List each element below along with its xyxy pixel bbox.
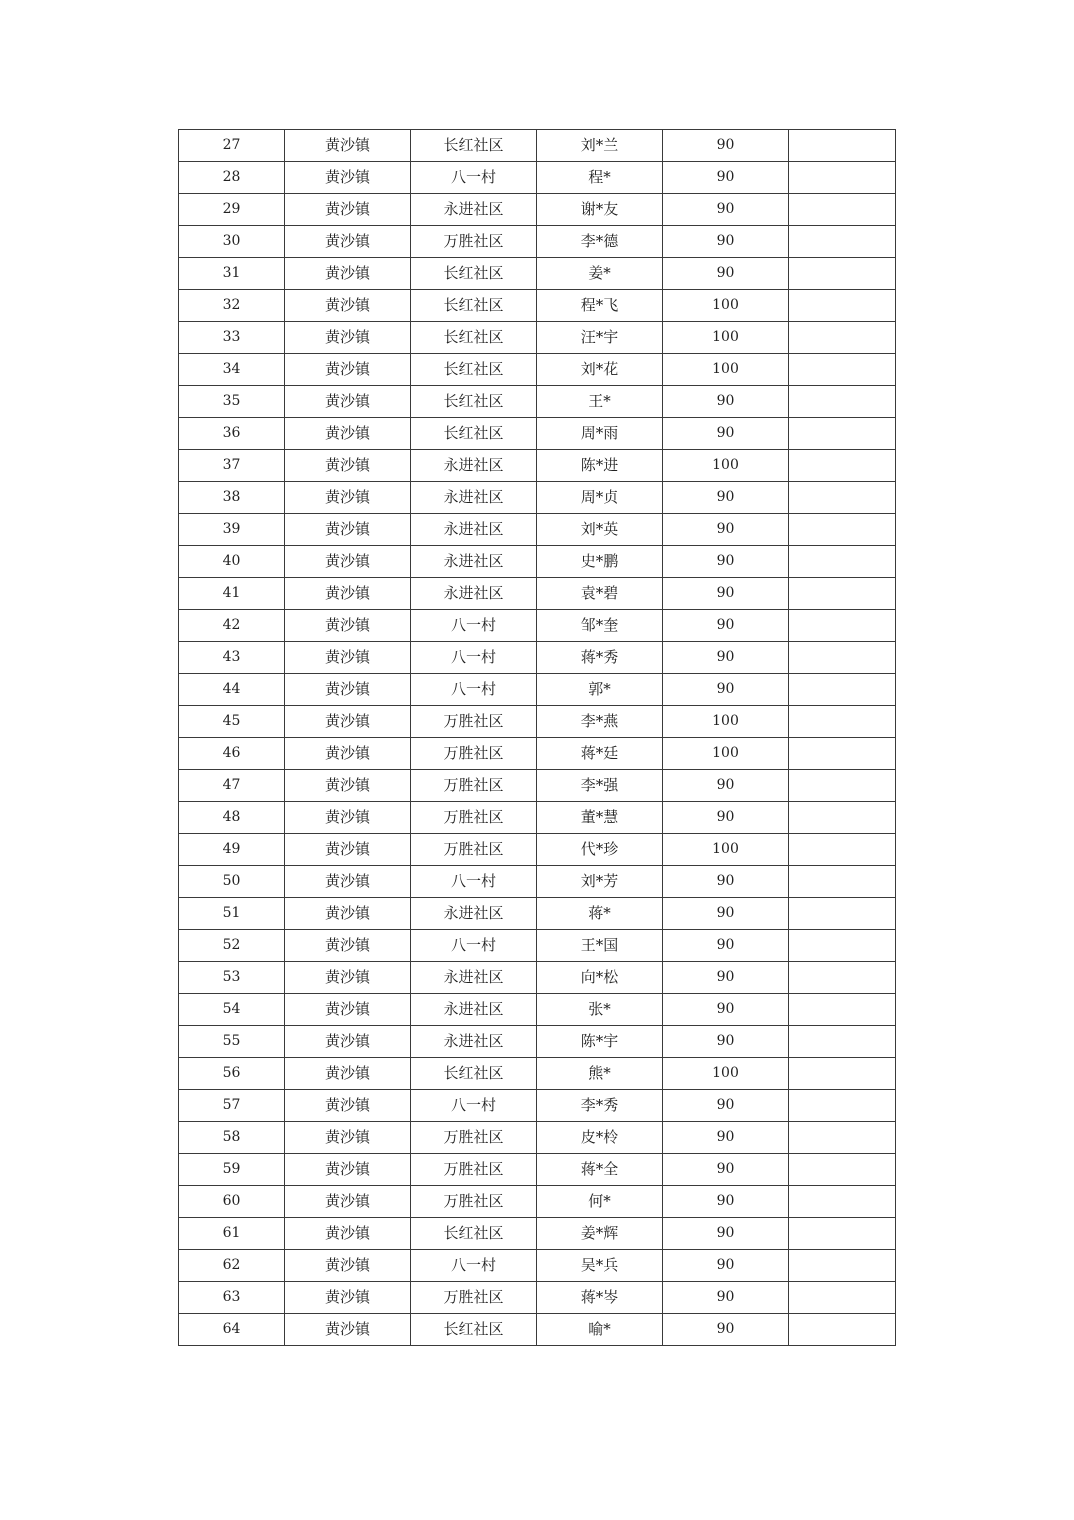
table-row (179, 162, 896, 194)
town-cell: 黄沙镇 (285, 1026, 411, 1058)
name-cell: 程* (537, 162, 663, 194)
community-cell: 长红社区 (411, 418, 537, 450)
table-row (179, 994, 896, 1026)
table-row (179, 1218, 896, 1250)
name-cell: 谢*友 (537, 194, 663, 226)
score-cell: 90 (663, 674, 789, 706)
community-cell: 八一村 (411, 866, 537, 898)
name-cell: 熊* (537, 1058, 663, 1090)
table-row (179, 1282, 896, 1314)
town-cell: 黄沙镇 (285, 1250, 411, 1282)
note-cell (789, 610, 896, 642)
note-cell (789, 354, 896, 386)
note-cell (789, 226, 896, 258)
table-row (179, 130, 896, 162)
community-cell: 八一村 (411, 642, 537, 674)
note-cell (789, 514, 896, 546)
row-number-cell: 60 (179, 1186, 285, 1218)
row-number-cell: 50 (179, 866, 285, 898)
score-cell: 90 (663, 1314, 789, 1346)
note-cell (789, 130, 896, 162)
row-number-cell: 53 (179, 962, 285, 994)
note-cell (789, 1090, 896, 1122)
row-number-cell: 44 (179, 674, 285, 706)
name-cell: 董*慧 (537, 802, 663, 834)
note-cell (789, 834, 896, 866)
town-cell: 黄沙镇 (285, 834, 411, 866)
row-number-cell: 57 (179, 1090, 285, 1122)
score-cell: 90 (663, 194, 789, 226)
town-cell: 黄沙镇 (285, 354, 411, 386)
town-cell: 黄沙镇 (285, 1186, 411, 1218)
name-cell: 李*秀 (537, 1090, 663, 1122)
row-number-cell: 33 (179, 322, 285, 354)
table-row (179, 1026, 896, 1058)
table-row (179, 1122, 896, 1154)
row-number-cell: 58 (179, 1122, 285, 1154)
name-cell: 代*珍 (537, 834, 663, 866)
table-row (179, 418, 896, 450)
row-number-cell: 42 (179, 610, 285, 642)
name-cell: 喻* (537, 1314, 663, 1346)
community-cell: 长红社区 (411, 322, 537, 354)
town-cell: 黄沙镇 (285, 130, 411, 162)
note-cell (789, 1250, 896, 1282)
table-row (179, 1250, 896, 1282)
community-cell: 长红社区 (411, 1218, 537, 1250)
name-cell: 周*贞 (537, 482, 663, 514)
score-cell: 90 (663, 258, 789, 290)
row-number-cell: 28 (179, 162, 285, 194)
community-cell: 永进社区 (411, 962, 537, 994)
table-row (179, 1058, 896, 1090)
table-row (179, 930, 896, 962)
table-row (179, 866, 896, 898)
row-number-cell: 43 (179, 642, 285, 674)
row-number-cell: 36 (179, 418, 285, 450)
score-cell: 90 (663, 930, 789, 962)
score-cell: 100 (663, 322, 789, 354)
town-cell: 黄沙镇 (285, 962, 411, 994)
note-cell (789, 258, 896, 290)
score-cell: 90 (663, 1250, 789, 1282)
table-row (179, 674, 896, 706)
note-cell (789, 1314, 896, 1346)
note-cell (789, 770, 896, 802)
town-cell: 黄沙镇 (285, 866, 411, 898)
table-row (179, 226, 896, 258)
row-number-cell: 62 (179, 1250, 285, 1282)
note-cell (789, 738, 896, 770)
name-cell: 郭* (537, 674, 663, 706)
community-cell: 万胜社区 (411, 1186, 537, 1218)
community-cell: 永进社区 (411, 514, 537, 546)
note-cell (789, 450, 896, 482)
score-cell: 90 (663, 546, 789, 578)
score-cell: 100 (663, 706, 789, 738)
town-cell: 黄沙镇 (285, 514, 411, 546)
row-number-cell: 51 (179, 898, 285, 930)
community-cell: 长红社区 (411, 354, 537, 386)
community-cell: 万胜社区 (411, 226, 537, 258)
score-cell: 90 (663, 898, 789, 930)
table-row (179, 258, 896, 290)
name-cell: 刘*英 (537, 514, 663, 546)
town-cell: 黄沙镇 (285, 642, 411, 674)
row-number-cell: 64 (179, 1314, 285, 1346)
score-cell: 90 (663, 1154, 789, 1186)
community-cell: 八一村 (411, 610, 537, 642)
name-cell: 刘*芳 (537, 866, 663, 898)
name-cell: 李*强 (537, 770, 663, 802)
town-cell: 黄沙镇 (285, 450, 411, 482)
town-cell: 黄沙镇 (285, 802, 411, 834)
table-row (179, 706, 896, 738)
row-number-cell: 45 (179, 706, 285, 738)
score-cell: 90 (663, 866, 789, 898)
table-row (179, 898, 896, 930)
table-row (179, 738, 896, 770)
name-cell: 李*燕 (537, 706, 663, 738)
score-cell: 100 (663, 834, 789, 866)
score-cell: 90 (663, 482, 789, 514)
name-cell: 袁*碧 (537, 578, 663, 610)
score-cell: 90 (663, 1090, 789, 1122)
community-cell: 八一村 (411, 162, 537, 194)
score-cell: 90 (663, 226, 789, 258)
score-cell: 100 (663, 738, 789, 770)
town-cell: 黄沙镇 (285, 898, 411, 930)
score-cell: 90 (663, 162, 789, 194)
community-cell: 长红社区 (411, 290, 537, 322)
community-cell: 万胜社区 (411, 1122, 537, 1154)
community-cell: 万胜社区 (411, 770, 537, 802)
table-row (179, 1186, 896, 1218)
row-number-cell: 61 (179, 1218, 285, 1250)
note-cell (789, 1122, 896, 1154)
table-row (179, 610, 896, 642)
score-cell: 90 (663, 610, 789, 642)
row-number-cell: 29 (179, 194, 285, 226)
table-row (179, 354, 896, 386)
community-cell: 万胜社区 (411, 1282, 537, 1314)
town-cell: 黄沙镇 (285, 1314, 411, 1346)
score-cell: 90 (663, 994, 789, 1026)
town-cell: 黄沙镇 (285, 706, 411, 738)
note-cell (789, 1026, 896, 1058)
row-number-cell: 27 (179, 130, 285, 162)
table-row (179, 834, 896, 866)
row-number-cell: 40 (179, 546, 285, 578)
town-cell: 黄沙镇 (285, 1154, 411, 1186)
name-cell: 刘*花 (537, 354, 663, 386)
note-cell (789, 802, 896, 834)
table-row (179, 450, 896, 482)
table-row (179, 482, 896, 514)
name-cell: 邹*奎 (537, 610, 663, 642)
community-cell: 万胜社区 (411, 706, 537, 738)
community-cell: 永进社区 (411, 898, 537, 930)
score-cell: 100 (663, 290, 789, 322)
community-cell: 八一村 (411, 930, 537, 962)
score-cell: 90 (663, 1122, 789, 1154)
row-number-cell: 52 (179, 930, 285, 962)
row-number-cell: 34 (179, 354, 285, 386)
note-cell (789, 322, 896, 354)
name-cell: 李*德 (537, 226, 663, 258)
name-cell: 蒋* (537, 898, 663, 930)
town-cell: 黄沙镇 (285, 674, 411, 706)
name-cell: 刘*兰 (537, 130, 663, 162)
name-cell: 姜* (537, 258, 663, 290)
note-cell (789, 962, 896, 994)
score-cell: 90 (663, 962, 789, 994)
row-number-cell: 48 (179, 802, 285, 834)
score-cell: 90 (663, 578, 789, 610)
score-cell: 90 (663, 514, 789, 546)
table-row (179, 386, 896, 418)
community-cell: 万胜社区 (411, 802, 537, 834)
note-cell (789, 482, 896, 514)
row-number-cell: 35 (179, 386, 285, 418)
row-number-cell: 38 (179, 482, 285, 514)
row-number-cell: 41 (179, 578, 285, 610)
table-row (179, 1154, 896, 1186)
community-cell: 长红社区 (411, 386, 537, 418)
table-row (179, 770, 896, 802)
row-number-cell: 54 (179, 994, 285, 1026)
note-cell (789, 418, 896, 450)
town-cell: 黄沙镇 (285, 162, 411, 194)
note-cell (789, 1282, 896, 1314)
note-cell (789, 1218, 896, 1250)
score-cell: 100 (663, 450, 789, 482)
town-cell: 黄沙镇 (285, 546, 411, 578)
note-cell (789, 290, 896, 322)
town-cell: 黄沙镇 (285, 1090, 411, 1122)
row-number-cell: 32 (179, 290, 285, 322)
community-cell: 八一村 (411, 1090, 537, 1122)
town-cell: 黄沙镇 (285, 930, 411, 962)
community-cell: 永进社区 (411, 578, 537, 610)
town-cell: 黄沙镇 (285, 738, 411, 770)
row-number-cell: 39 (179, 514, 285, 546)
row-number-cell: 31 (179, 258, 285, 290)
table-row (179, 642, 896, 674)
name-cell: 蒋*全 (537, 1154, 663, 1186)
town-cell: 黄沙镇 (285, 290, 411, 322)
score-cell: 90 (663, 1282, 789, 1314)
row-number-cell: 59 (179, 1154, 285, 1186)
town-cell: 黄沙镇 (285, 482, 411, 514)
town-cell: 黄沙镇 (285, 1282, 411, 1314)
table-row (179, 290, 896, 322)
table-row (179, 1314, 896, 1346)
community-cell: 永进社区 (411, 546, 537, 578)
table-row (179, 578, 896, 610)
town-cell: 黄沙镇 (285, 994, 411, 1026)
name-cell: 姜*辉 (537, 1218, 663, 1250)
community-cell: 永进社区 (411, 482, 537, 514)
name-cell: 王* (537, 386, 663, 418)
name-cell: 陈*宇 (537, 1026, 663, 1058)
community-cell: 长红社区 (411, 1058, 537, 1090)
score-cell: 100 (663, 354, 789, 386)
note-cell (789, 546, 896, 578)
name-cell: 蒋*秀 (537, 642, 663, 674)
name-cell: 蒋*岑 (537, 1282, 663, 1314)
table-row (179, 322, 896, 354)
table-row (179, 194, 896, 226)
score-cell: 90 (663, 418, 789, 450)
name-cell: 向*松 (537, 962, 663, 994)
community-cell: 长红社区 (411, 1314, 537, 1346)
row-number-cell: 63 (179, 1282, 285, 1314)
row-number-cell: 46 (179, 738, 285, 770)
score-cell: 90 (663, 642, 789, 674)
community-cell: 八一村 (411, 674, 537, 706)
name-cell: 蒋*廷 (537, 738, 663, 770)
town-cell: 黄沙镇 (285, 194, 411, 226)
note-cell (789, 1186, 896, 1218)
table-body (179, 130, 896, 1346)
note-cell (789, 706, 896, 738)
table-row (179, 514, 896, 546)
table-row (179, 962, 896, 994)
name-cell: 张* (537, 994, 663, 1026)
community-cell: 万胜社区 (411, 1154, 537, 1186)
score-cell: 90 (663, 770, 789, 802)
name-cell: 程*飞 (537, 290, 663, 322)
score-cell: 90 (663, 130, 789, 162)
town-cell: 黄沙镇 (285, 322, 411, 354)
community-cell: 八一村 (411, 1250, 537, 1282)
note-cell (789, 578, 896, 610)
data-table (178, 129, 896, 1346)
community-cell: 永进社区 (411, 194, 537, 226)
name-cell: 何* (537, 1186, 663, 1218)
note-cell (789, 930, 896, 962)
score-cell: 90 (663, 1218, 789, 1250)
score-cell: 90 (663, 1186, 789, 1218)
town-cell: 黄沙镇 (285, 258, 411, 290)
name-cell: 皮*柃 (537, 1122, 663, 1154)
row-number-cell: 55 (179, 1026, 285, 1058)
row-number-cell: 49 (179, 834, 285, 866)
note-cell (789, 994, 896, 1026)
name-cell: 王*国 (537, 930, 663, 962)
community-cell: 万胜社区 (411, 834, 537, 866)
row-number-cell: 56 (179, 1058, 285, 1090)
town-cell: 黄沙镇 (285, 1218, 411, 1250)
name-cell: 陈*进 (537, 450, 663, 482)
table-row (179, 1090, 896, 1122)
town-cell: 黄沙镇 (285, 770, 411, 802)
community-cell: 永进社区 (411, 1026, 537, 1058)
row-number-cell: 37 (179, 450, 285, 482)
note-cell (789, 642, 896, 674)
score-cell: 90 (663, 386, 789, 418)
name-cell: 吴*兵 (537, 1250, 663, 1282)
note-cell (789, 1058, 896, 1090)
town-cell: 黄沙镇 (285, 1058, 411, 1090)
note-cell (789, 194, 896, 226)
note-cell (789, 386, 896, 418)
community-cell: 永进社区 (411, 450, 537, 482)
row-number-cell: 47 (179, 770, 285, 802)
community-cell: 万胜社区 (411, 738, 537, 770)
table-row (179, 802, 896, 834)
name-cell: 史*鹏 (537, 546, 663, 578)
town-cell: 黄沙镇 (285, 226, 411, 258)
name-cell: 汪*宇 (537, 322, 663, 354)
town-cell: 黄沙镇 (285, 418, 411, 450)
town-cell: 黄沙镇 (285, 1122, 411, 1154)
town-cell: 黄沙镇 (285, 578, 411, 610)
town-cell: 黄沙镇 (285, 610, 411, 642)
row-number-cell: 30 (179, 226, 285, 258)
community-cell: 长红社区 (411, 258, 537, 290)
score-cell: 90 (663, 1026, 789, 1058)
name-cell: 周*雨 (537, 418, 663, 450)
community-cell: 永进社区 (411, 994, 537, 1026)
score-cell: 100 (663, 1058, 789, 1090)
note-cell (789, 162, 896, 194)
town-cell: 黄沙镇 (285, 386, 411, 418)
score-cell: 90 (663, 802, 789, 834)
table-row (179, 546, 896, 578)
note-cell (789, 898, 896, 930)
note-cell (789, 1154, 896, 1186)
community-cell: 长红社区 (411, 130, 537, 162)
note-cell (789, 866, 896, 898)
note-cell (789, 674, 896, 706)
